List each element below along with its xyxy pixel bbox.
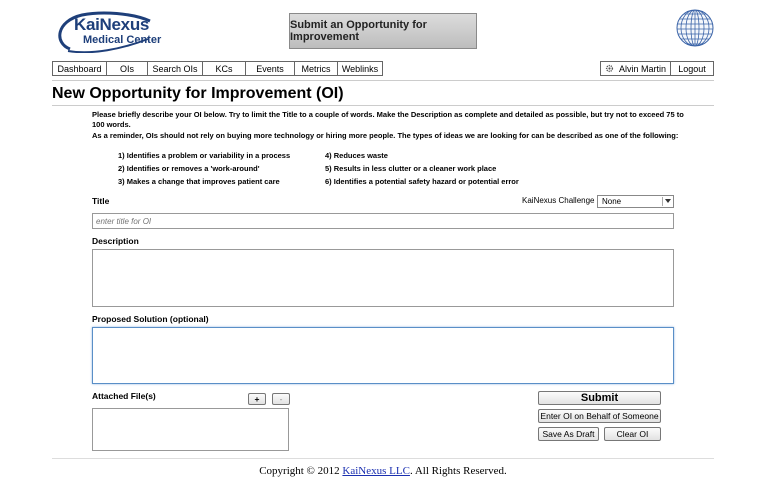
- logo-line2: Medical Center: [83, 34, 162, 46]
- company-link[interactable]: KaiNexus LLC: [342, 465, 410, 477]
- globe-icon: [676, 9, 714, 47]
- type-item: 6) Identifies a potential safety hazard or potential error: [325, 177, 519, 186]
- kainexus-logo: [52, 9, 162, 53]
- challenge-label: KaiNexus Challenge: [522, 196, 595, 205]
- save-draft-button[interactable]: Save As Draft: [538, 427, 599, 441]
- remove-file-button[interactable]: -: [272, 393, 290, 405]
- gear-icon: [605, 64, 614, 73]
- submit-opportunity-button[interactable]: Submit an Opportunity for Improvement: [289, 13, 477, 49]
- add-file-button[interactable]: +: [248, 393, 266, 405]
- nav-events[interactable]: Events: [245, 61, 295, 76]
- submit-button[interactable]: Submit: [538, 391, 661, 405]
- solution-textarea[interactable]: [92, 327, 674, 384]
- description-label: Description: [92, 236, 139, 246]
- header-divider: [52, 80, 714, 81]
- intro-text: Please briefly describe your OI below. Try to limit the Title to a couple of words. Make the Description as complete and detailed as possible, but try not to exceed 75 to 100 words.: [92, 110, 684, 129]
- title-divider: [52, 105, 714, 106]
- solution-label: Proposed Solution (optional): [92, 314, 209, 324]
- logo-line1: KaiNexus: [74, 15, 150, 34]
- title-input[interactable]: [92, 213, 674, 229]
- nav-search-ois[interactable]: Search OIs: [147, 61, 203, 76]
- nav-metrics[interactable]: Metrics: [294, 61, 338, 76]
- nav-kcs[interactable]: KCs: [202, 61, 246, 76]
- footer-divider: [52, 458, 714, 459]
- copyright-footer: [0, 465, 766, 477]
- reminder-text: As a reminder, OIs should not rely on buying more technology or hiring more people. The types of ideas we are looking for can be described as one of the following:: [92, 131, 679, 140]
- challenge-select[interactable]: [597, 195, 674, 208]
- attached-files-list[interactable]: [92, 408, 289, 451]
- page-title: New Opportunity for Improvement (OI): [52, 85, 344, 102]
- chevron-down-icon: [665, 199, 671, 203]
- nav-ois[interactable]: OIs: [106, 61, 148, 76]
- type-item: 4) Reduces waste: [325, 151, 388, 160]
- type-item: 3) Makes a change that improves patient care: [118, 177, 280, 186]
- nav-weblinks[interactable]: Weblinks: [337, 61, 383, 76]
- clear-button[interactable]: Clear OI: [604, 427, 661, 441]
- description-textarea[interactable]: [92, 249, 674, 307]
- user-name: Alvin Martin: [619, 63, 667, 74]
- challenge-value: None: [602, 197, 622, 206]
- files-label: Attached File(s): [92, 391, 156, 401]
- copyright-prefix: Copyright © 2012: [259, 465, 343, 477]
- nav-dashboard[interactable]: Dashboard: [52, 61, 107, 76]
- type-item: 5) Results in less clutter or a cleaner work place: [325, 164, 497, 173]
- on-behalf-button[interactable]: Enter OI on Behalf of Someone: [538, 409, 661, 423]
- title-label: Title: [92, 196, 110, 206]
- type-item: 2) Identifies or removes a 'work-around': [118, 164, 260, 173]
- logout-button[interactable]: Logout: [670, 61, 714, 76]
- copyright-suffix: . All Rights Reserved.: [409, 465, 507, 477]
- user-menu[interactable]: [600, 61, 671, 76]
- type-item: 1) Identifies a problem or variability in a process: [118, 151, 291, 160]
